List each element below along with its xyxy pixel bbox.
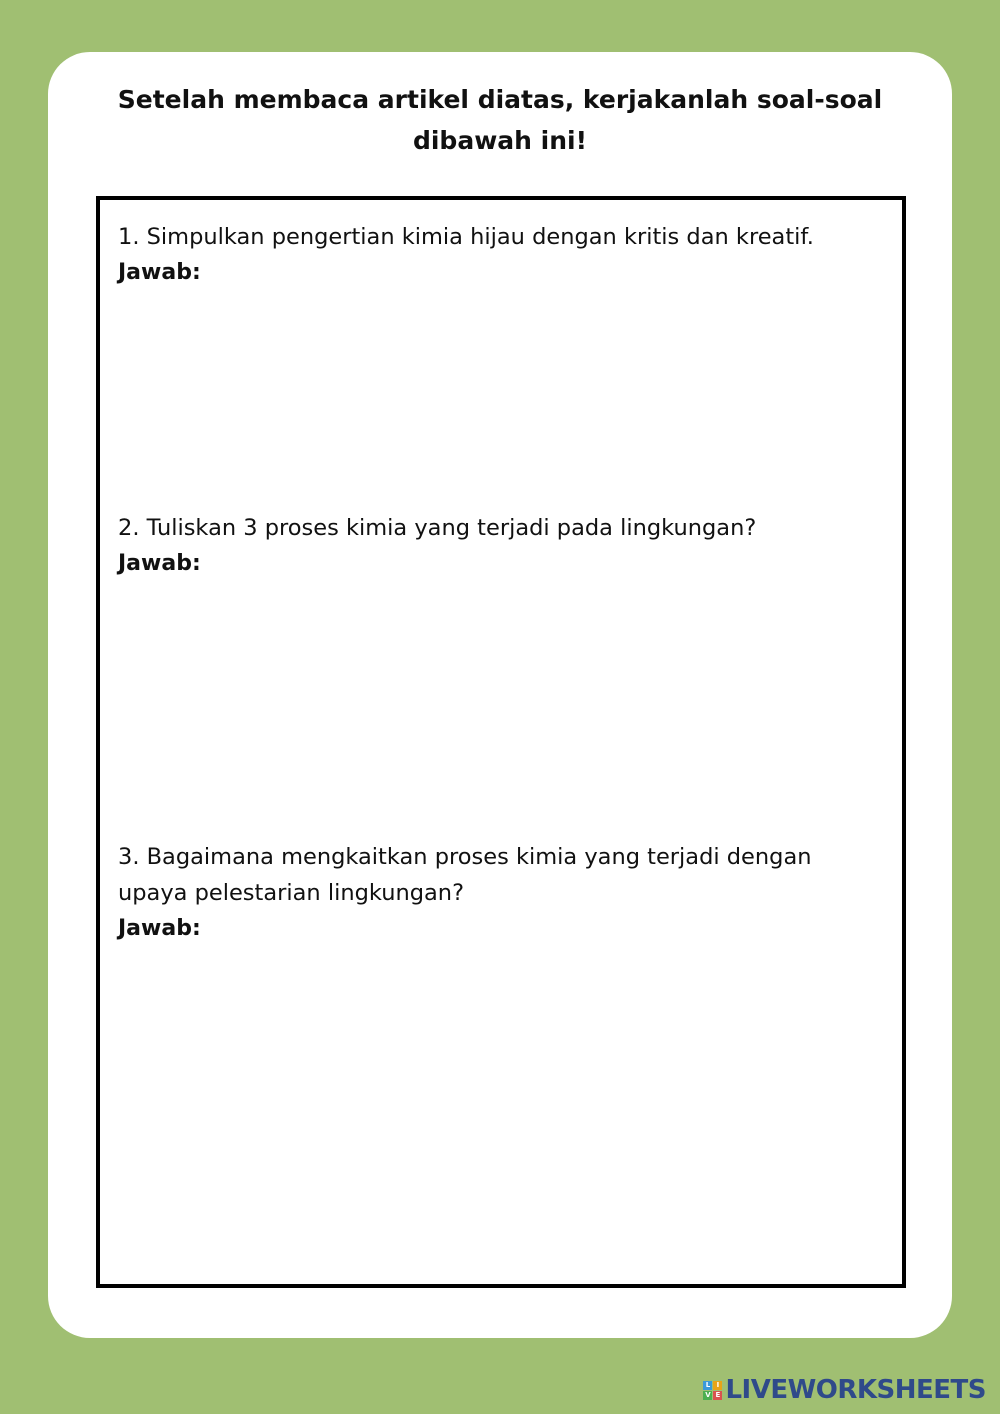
logo-tile-i: I [713,1381,722,1390]
answer-label-3: Jawab: [118,916,201,941]
instruction-heading [0,79,1000,161]
logo-tile-l: L [703,1381,712,1390]
answer-area-1[interactable] [118,291,878,491]
instruction-line-2: dibawah ini! [412,126,588,155]
question-1-text: 1. Simpulkan pengertian kimia hijau dengan kritis dan kreatif. [118,224,814,250]
liveworksheets-watermark [703,1373,986,1407]
question-3 [118,839,878,1247]
question-3-text-line-2: upaya pelestarian lingkungan? [118,880,465,906]
question-3-text-line-1: 3. Bagaimana mengkaitkan proses kimia yang terjadi dengan [118,844,812,870]
answer-area-2[interactable] [118,582,878,782]
liveworksheets-text: LIVEWORKSHEETS [725,1375,986,1405]
logo-tile-e: E [713,1391,722,1400]
answer-label-2: Jawab: [118,551,201,576]
logo-tile-v: V [705,1390,711,1399]
question-2-text: 2. Tuliskan 3 proses kimia yang terjadi pada lingkungan? [118,515,757,541]
answer-label-1: Jawab: [118,260,201,285]
question-2 [118,510,878,782]
instruction-line-1: Setelah membaca artikel diatas, kerjakanlah soal-soal [117,85,883,114]
liveworksheets-logo-icon [703,1381,722,1400]
answer-area-3[interactable] [118,947,878,1247]
question-1 [118,219,878,491]
